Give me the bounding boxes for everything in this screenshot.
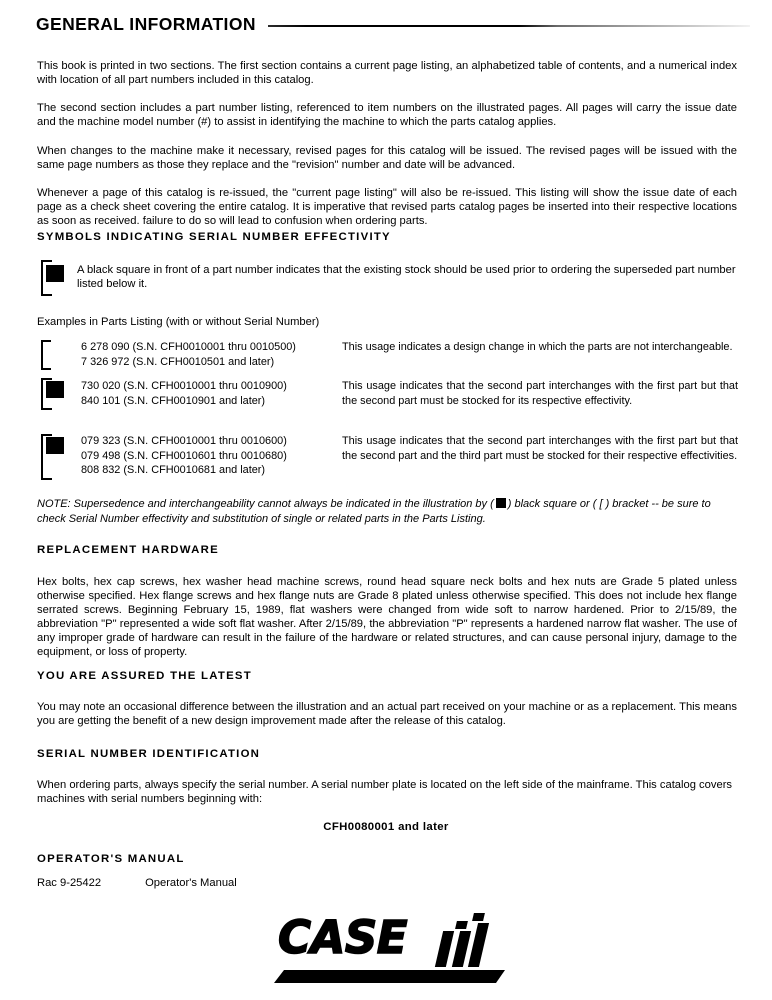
bracket-bottom-arm-cut [51,367,63,370]
title-horizontal-rule [268,25,750,27]
intro-paragraph-4: Whenever a page of this catalog is re-issued, the "current page listing" will also be re-issued. This listing will show the issue date of each page as a check sheet covering the entire catalog. It is imperative that revised parts catalog pages be inserted into their respective locations as soon as received. failure to do so will lead to confusion when ordering parts. [37,187,737,228]
bracket-top-arm-cut [51,340,63,343]
example-1-part-line: 6 278 090 (S.N. CFH0010001 thru 0010500) [81,341,296,353]
replacement-hardware-heading: REPLACEMENT HARDWARE [37,544,219,556]
symbols-section-heading: SYMBOLS INDICATING SERIAL NUMBER EFFECTIVITY [37,231,391,243]
black-square-symbol [46,265,64,282]
note-text-part-2: ) black square or ( [ ) bracket -- be sure to check Serial Number effectivity and substitution of single or related parts in the Parts Listing. [37,498,711,525]
case-wordmark: CASE [278,911,408,964]
example-2-part-line: 840 101 (S.N. CFH0010901 and later) [81,394,266,407]
black-square-description: A black square in front of a part number indicates that the existing stock should be used prior to ordering the superseded part number listed below it. [77,264,736,291]
operators-manual-heading: OPERATOR'S MANUAL [37,853,185,865]
serial-section-body: When ordering parts, always specify the serial number. A serial number plate is located on the left side of the mainframe. This catalog covers machines with serial numbers beginning with: [37,779,733,806]
ih-bar-1 [435,931,454,967]
ih-mark [433,913,503,967]
ih-dot-3 [472,913,485,921]
intro-paragraph-1: This book is printed in two sections. The first section contains a current page listing, an alphabetized table of contents, and a numerical index with location of all part numbers included in this catalog. [37,60,737,87]
operators-manual-label: Operator's Manual [145,877,237,889]
example-1-description: This usage indicates a design change in which the parts are not interchangeable. [342,341,733,353]
example-2-description: This usage indicates that the second part interchanges with the first part but that the second part must be stocked for its respective effectivity. [342,380,738,407]
example-3-black-square [46,437,64,454]
intro-paragraph-2: The second section includes a part number listing, referenced to item numbers on the illustrated pages. All pages will carry the issue date and the machine model number (#) to assist in identifying the machine to which the parts catalog applies. [37,102,737,129]
intro-paragraph-3: When changes to the machine make it necessary, revised pages for this catalog will be issued. The revised pages will be issued with the same page numbers as those they replace and the "revision" number and date will be advanced. [37,145,737,172]
serial-number-value: CFH0080001 and later [323,821,449,833]
example-3-part-line: 079 323 (S.N. CFH0010001 thru 0010600) [81,435,287,447]
bracket-top-arm-cut [52,260,67,263]
ih-bar-3 [468,923,489,967]
latest-section-heading: YOU ARE ASSURED THE LATEST [37,670,252,682]
example-1-part-line: 7 326 972 (S.N. CFH0010501 and later) [81,355,275,368]
logo-underline-bar [274,970,505,983]
example-3-part-line: 808 832 (S.N. CFH0010681 and later) [81,464,266,477]
case-ih-logo [274,913,506,985]
page-title-row [36,16,750,34]
example-3-part-line: 079 498 (S.N. CFH0010601 thru 0010680) [81,449,287,462]
examples-intro: Examples in Parts Listing (with or without Serial Number) [37,316,320,328]
rac-number: Rac 9-25422 [37,877,102,889]
bracket-bottom-arm-cut [52,293,67,296]
example-1-parts [81,340,296,369]
bracket-bottom-arm-cut [52,477,67,480]
note-black-square-icon [496,498,506,508]
replacement-hardware-body: Hex bolts, hex cap screws, hex washer head machine screws, round head square neck bolts and hex nuts are Grade 5 plated unless otherwise specified. Hex flange screws and hex flange nuts are Grade 8 plated unless otherwise specified. This does not include hex flange serrated screws. Beginning February 15, 1989, flat washers were changed from wide soft to narrow hardened. Prior to 2/15/89, the abbreviation "P" represented a wide soft flat washer. After 2/15/89, the abbreviation "P" represents a hardened narrow flat washer. The use of any improper grade of hardware can result in the failure of the hardware or related structures, and can cause personal injury, damage to the equipment, or loss of property. [37,576,737,659]
page-title: GENERAL INFORMATION [36,14,256,34]
example-3-description: This usage indicates that the second part interchanges with the first part but that the second part and the third part must be stocked for their respective effectivities. [342,435,738,462]
serial-section-heading: SERIAL NUMBER IDENTIFICATION [37,748,261,760]
example-1-bracket [41,340,63,370]
operators-manual-row [37,877,237,889]
ih-dot-2 [455,921,468,929]
note-text-part-1: NOTE: Supersedence and interchangeability cannot always be indicated in the illustration by ( [37,498,494,510]
note-block [37,497,739,527]
example-2-black-square [46,381,64,398]
example-2-part-line: 730 020 (S.N. CFH0010001 thru 0010900) [81,380,287,392]
example-3-parts [81,434,287,478]
bracket-bottom-arm-cut [52,407,67,410]
example-2-parts [81,379,287,408]
latest-section-body: You may note an occasional difference between the illustration and an actual part received on your machine or as a replacement. This means you are getting the benefit of a new design improvement made after the release of this catalog. [37,701,737,728]
